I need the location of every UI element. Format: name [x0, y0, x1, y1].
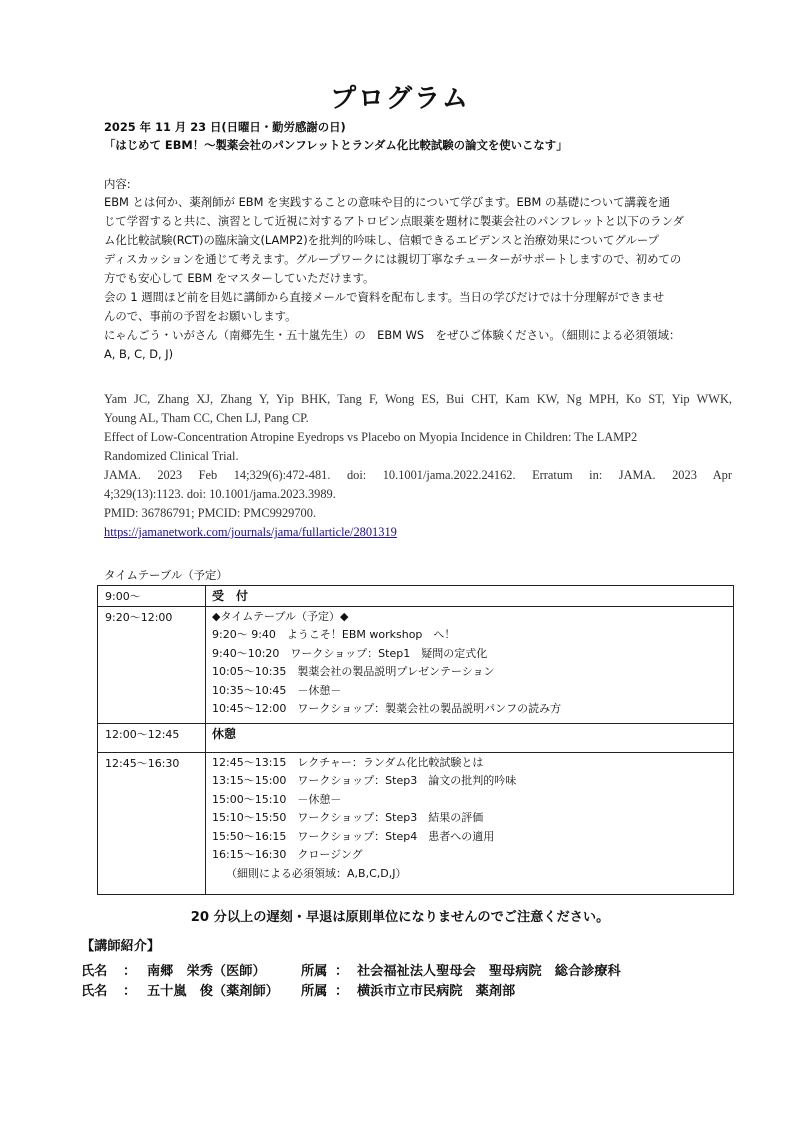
- timetable-row: [98, 606, 734, 723]
- schedule-item: 9:20～ 9:40 ようこそ！EBM workshop へ！: [212, 628, 456, 641]
- instructor-affiliation: 横浜市立市民病院 薬剤部: [357, 984, 516, 999]
- timetable: [97, 585, 734, 895]
- reference-citation: JAMA. 2023 Feb 14;329(6):472-481. doi: 10.1001/jama.2022.24162. Erratum in: JAMA. 2023 Apr: [104, 468, 732, 482]
- time-cell: 9:00～: [98, 586, 206, 607]
- schedule-item: 15:50～16:15 ワークショップ：Step4 患者への適用: [212, 829, 495, 843]
- content-line: ム化比較試験(RCT)の臨床論文(LAMP2)を批判的吟味し、信頼できるエビデンスと治療効果についてグループ: [104, 233, 660, 247]
- content-label: 内容:: [104, 177, 131, 191]
- page-title: プログラム: [330, 84, 470, 114]
- schedule-item: ◆タイムテーブル（予定）◆: [212, 609, 349, 623]
- timetable-row: [98, 586, 734, 607]
- content-line: 方でも安心して EBM をマスターしていただけます。: [104, 271, 375, 285]
- content-line: にゃんごう・いがさん（南郷先生・五十嵐先生）の EBM WS をぜひご体験ください。（細則による必須領域：: [104, 328, 681, 342]
- separator: ：: [123, 984, 137, 999]
- name-label: 氏名: [81, 984, 108, 999]
- separator: ：: [335, 964, 349, 979]
- affiliation-label: 所属: [301, 984, 328, 999]
- timetable-label: タイムテーブル（予定）: [104, 568, 228, 582]
- schedule-item: 10:45～12:00 ワークショップ：製薬会社の製品説明パンフの読み方: [212, 702, 562, 715]
- schedule-item: 10:35～10:45 －休憩－: [212, 683, 342, 697]
- separator: ：: [335, 984, 349, 999]
- content-line: EBM とは何か、薬剤師が EBM を実践することの意味や目的について学びます。EBM の基礎について講義を通: [104, 195, 671, 209]
- reference-ids: PMID: 36786791; PMCID: PMC9929700.: [104, 506, 317, 520]
- content-line: ディスカッションを通じて考えます。グループワークには親切丁寧なチューターがサポートしますので、初めての: [104, 252, 682, 266]
- content-line: A, B, C, D, J): [104, 347, 174, 361]
- reference-citation: 4;329(13):1123. doi: 10.1001/jama.2023.3989.: [104, 487, 336, 501]
- reference-authors: Young AL, Tham CC, Chen LJ, Pang CP.: [104, 411, 309, 425]
- course-title: 「はじめて EBM！～製薬会社のパンフレットとランダム化比較試験の論文を使いこなす」: [104, 138, 568, 152]
- schedule-item: 12:45～13:15 レクチャー：ランダム化比較試験とは: [212, 755, 484, 769]
- schedule-item: 10:05～10:35 製薬会社の製品説明プレゼンテーション: [212, 665, 495, 678]
- schedule-item: 15:10～15:50 ワークショップ：Step3 結果の評価: [212, 811, 484, 824]
- affiliation-label: 所属: [301, 964, 328, 979]
- schedule-item: （細則による必須領域：A,B,C,D,J）: [226, 866, 407, 880]
- time-cell: 9:20～12:00: [98, 606, 206, 723]
- activity-cell: [206, 586, 734, 607]
- timetable-row: [98, 723, 734, 752]
- schedule-item: 13:15～15:00 ワークショップ：Step3 論文の批判的吟味: [212, 774, 517, 787]
- schedule-item: 9:40～10:20 ワークショップ：Step1 疑問の定式化: [212, 646, 488, 660]
- attendance-notice: 20 分以上の遅刻・早退は原則単位になりませんのでご注意ください。: [190, 910, 610, 925]
- instructor-name: 南郷 栄秀（医師）: [147, 964, 266, 979]
- reference-authors: Yam JC, Zhang XJ, Zhang Y, Yip BHK, Tang F, Wong ES, Bui CHT, Kam KW, Ng MPH, Ko ST, Yip WWK,: [104, 392, 732, 406]
- instructor-name: 五十嵐 俊（薬剤師）: [147, 984, 279, 999]
- activity-cell: [206, 723, 734, 752]
- content-line: じて学習すると共に、演習として近視に対するアトロピン点眼薬を題材に製薬会社のパンフレットと以下のランダ: [104, 214, 684, 228]
- event-date: 2025 年 11 月 23 日(日曜日・勤労感謝の日): [104, 120, 346, 134]
- time-cell: 12:45～16:30: [98, 752, 206, 894]
- separator: ：: [123, 964, 137, 979]
- name-label: 氏名: [81, 964, 108, 979]
- content-line: 会の 1 週間ほど前を目処に講師から直接メールで資料を配布します。当日の学びだけでは十分理解ができませ: [104, 290, 665, 304]
- reference-title: Effect of Low-Concentration Atropine Eyedrops vs Placebo on Myopia Incidence in Children: The LAMP2: [104, 430, 638, 444]
- instructor-heading: 【講師紹介】: [81, 939, 161, 954]
- schedule-item: 16:15～16:30 クロージング: [212, 848, 363, 861]
- schedule-item: 15:00～15:10 －休憩－: [212, 792, 342, 806]
- activity-cell: [206, 752, 734, 894]
- reference-title: Randomized Clinical Trial.: [104, 449, 239, 463]
- activity-cell: [206, 606, 734, 723]
- activity-break: 休憩: [212, 726, 237, 741]
- reference-block: [104, 390, 732, 542]
- activity-reception: 受 付: [212, 589, 249, 603]
- timetable-row: [98, 752, 734, 894]
- time-cell: 12:00～12:45: [98, 723, 206, 752]
- content-line: んので、事前の予習をお願いします。: [104, 309, 297, 323]
- reference-link[interactable]: https://jamanetwork.com/journals/jama/fullarticle/2801319: [104, 525, 397, 539]
- instructor-affiliation: 社会福祉法人聖母会 聖母病院 総合診療科: [357, 964, 621, 979]
